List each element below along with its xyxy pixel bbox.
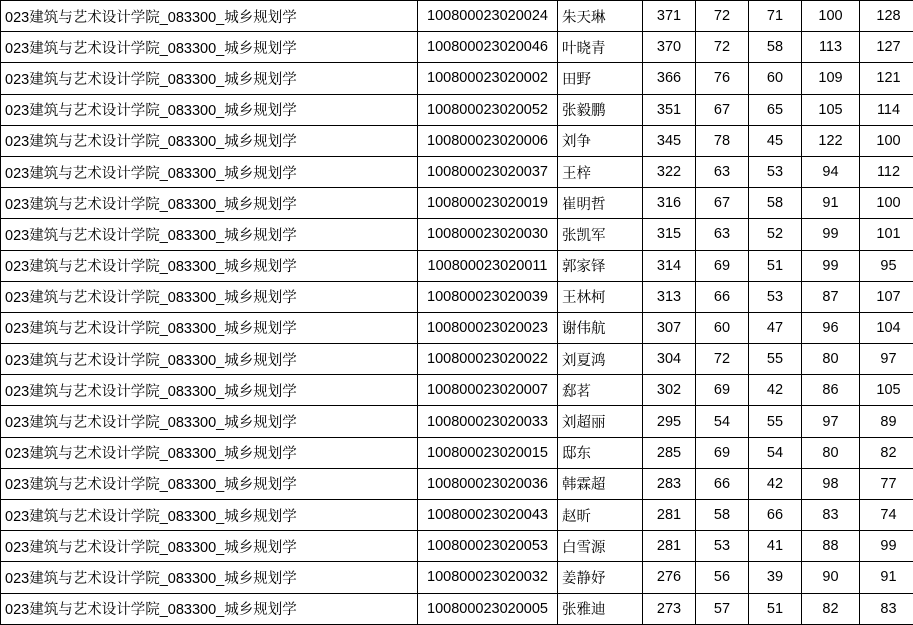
table-row [1,468,913,499]
cell-total: 285 [643,437,696,468]
cell-total: 295 [643,406,696,437]
cell-name: 张毅鹏 [558,94,643,125]
cell-score2: 60 [749,63,802,94]
cell-score4: 74 [860,500,913,531]
cell-student-id: 100800023020022 [418,344,558,375]
cell-score2: 42 [749,375,802,406]
cell-score1: 67 [696,188,749,219]
cell-score3: 113 [802,32,860,63]
cell-department: 023建筑与艺术设计学院_083300_城乡规划学 [1,63,418,94]
cell-score2: 55 [749,406,802,437]
cell-score2: 51 [749,593,802,624]
cell-score2: 66 [749,500,802,531]
cell-department: 023建筑与艺术设计学院_083300_城乡规划学 [1,344,418,375]
cell-score2: 71 [749,1,802,32]
cell-name: 邸东 [558,437,643,468]
cell-score4: 105 [860,375,913,406]
cell-department: 023建筑与艺术设计学院_083300_城乡规划学 [1,281,418,312]
cell-name: 谢伟航 [558,312,643,343]
cell-total: 281 [643,531,696,562]
table-row [1,344,913,375]
cell-name: 白雪源 [558,531,643,562]
cell-score4: 89 [860,406,913,437]
cell-student-id: 100800023020002 [418,63,558,94]
cell-department: 023建筑与艺术设计学院_083300_城乡规划学 [1,562,418,593]
cell-student-id: 100800023020036 [418,468,558,499]
cell-score1: 53 [696,531,749,562]
table-row [1,375,913,406]
table-row [1,312,913,343]
cell-score4: 97 [860,344,913,375]
cell-score3: 88 [802,531,860,562]
cell-score1: 69 [696,250,749,281]
cell-score4: 107 [860,281,913,312]
cell-name: 刘夏鸿 [558,344,643,375]
cell-total: 313 [643,281,696,312]
cell-department: 023建筑与艺术设计学院_083300_城乡规划学 [1,94,418,125]
cell-score3: 122 [802,125,860,156]
cell-name: 张凯军 [558,219,643,250]
cell-total: 283 [643,468,696,499]
cell-score1: 69 [696,437,749,468]
cell-score4: 77 [860,468,913,499]
cell-total: 345 [643,125,696,156]
cell-name: 刘争 [558,125,643,156]
cell-total: 273 [643,593,696,624]
cell-name: 刘超丽 [558,406,643,437]
table-body [1,1,913,625]
cell-name: 郭家铎 [558,250,643,281]
cell-score2: 41 [749,531,802,562]
cell-score4: 121 [860,63,913,94]
cell-name: 韩霖超 [558,468,643,499]
cell-score1: 54 [696,406,749,437]
table-row [1,188,913,219]
cell-score2: 45 [749,125,802,156]
cell-student-id: 100800023020011 [418,250,558,281]
cell-student-id: 100800023020039 [418,281,558,312]
cell-score3: 87 [802,281,860,312]
table-row [1,593,913,624]
cell-name: 郄茗 [558,375,643,406]
table-row [1,156,913,187]
cell-score3: 97 [802,406,860,437]
cell-department: 023建筑与艺术设计学院_083300_城乡规划学 [1,188,418,219]
cell-score1: 60 [696,312,749,343]
cell-total: 276 [643,562,696,593]
cell-department: 023建筑与艺术设计学院_083300_城乡规划学 [1,125,418,156]
cell-score2: 55 [749,344,802,375]
cell-score3: 82 [802,593,860,624]
cell-score4: 83 [860,593,913,624]
cell-student-id: 100800023020005 [418,593,558,624]
cell-department: 023建筑与艺术设计学院_083300_城乡规划学 [1,32,418,63]
cell-total: 322 [643,156,696,187]
cell-total: 315 [643,219,696,250]
table-row [1,281,913,312]
cell-score1: 72 [696,32,749,63]
cell-student-id: 100800023020053 [418,531,558,562]
table-row [1,250,913,281]
cell-student-id: 100800023020023 [418,312,558,343]
cell-score2: 52 [749,219,802,250]
cell-score3: 91 [802,188,860,219]
cell-score1: 76 [696,63,749,94]
cell-score1: 69 [696,375,749,406]
cell-score2: 65 [749,94,802,125]
cell-department: 023建筑与艺术设计学院_083300_城乡规划学 [1,468,418,499]
cell-score2: 53 [749,281,802,312]
table-row [1,406,913,437]
cell-department: 023建筑与艺术设计学院_083300_城乡规划学 [1,1,418,32]
cell-student-id: 100800023020007 [418,375,558,406]
cell-total: 307 [643,312,696,343]
cell-score1: 78 [696,125,749,156]
cell-score4: 82 [860,437,913,468]
cell-score1: 63 [696,219,749,250]
cell-total: 304 [643,344,696,375]
cell-score3: 80 [802,437,860,468]
cell-student-id: 100800023020043 [418,500,558,531]
cell-department: 023建筑与艺术设计学院_083300_城乡规划学 [1,250,418,281]
cell-total: 370 [643,32,696,63]
cell-score1: 66 [696,468,749,499]
cell-name: 赵昕 [558,500,643,531]
cell-score4: 128 [860,1,913,32]
cell-student-id: 100800023020052 [418,94,558,125]
cell-score1: 58 [696,500,749,531]
cell-department: 023建筑与艺术设计学院_083300_城乡规划学 [1,375,418,406]
cell-score4: 91 [860,562,913,593]
cell-score2: 53 [749,156,802,187]
table-row [1,1,913,32]
cell-total: 281 [643,500,696,531]
cell-total: 351 [643,94,696,125]
cell-department: 023建筑与艺术设计学院_083300_城乡规划学 [1,219,418,250]
cell-score3: 105 [802,94,860,125]
cell-score4: 127 [860,32,913,63]
cell-department: 023建筑与艺术设计学院_083300_城乡规划学 [1,593,418,624]
cell-score3: 90 [802,562,860,593]
cell-score4: 104 [860,312,913,343]
table-row [1,63,913,94]
cell-score2: 47 [749,312,802,343]
cell-score2: 58 [749,188,802,219]
cell-name: 叶晓青 [558,32,643,63]
cell-department: 023建筑与艺术设计学院_083300_城乡规划学 [1,312,418,343]
cell-score4: 112 [860,156,913,187]
table-row [1,437,913,468]
cell-total: 371 [643,1,696,32]
cell-score3: 99 [802,250,860,281]
cell-department: 023建筑与艺术设计学院_083300_城乡规划学 [1,156,418,187]
cell-score4: 100 [860,125,913,156]
table-row [1,500,913,531]
cell-score2: 58 [749,32,802,63]
cell-student-id: 100800023020019 [418,188,558,219]
cell-department: 023建筑与艺术设计学院_083300_城乡规划学 [1,500,418,531]
cell-student-id: 100800023020015 [418,437,558,468]
cell-name: 田野 [558,63,643,94]
cell-score2: 39 [749,562,802,593]
cell-score3: 109 [802,63,860,94]
cell-student-id: 100800023020006 [418,125,558,156]
cell-score1: 56 [696,562,749,593]
cell-total: 316 [643,188,696,219]
table-row [1,94,913,125]
cell-score3: 98 [802,468,860,499]
cell-score4: 100 [860,188,913,219]
table-row [1,219,913,250]
cell-score1: 72 [696,1,749,32]
cell-department: 023建筑与艺术设计学院_083300_城乡规划学 [1,531,418,562]
cell-score3: 94 [802,156,860,187]
cell-score4: 114 [860,94,913,125]
cell-name: 王梓 [558,156,643,187]
cell-score3: 99 [802,219,860,250]
cell-score4: 95 [860,250,913,281]
cell-student-id: 100800023020032 [418,562,558,593]
cell-score1: 63 [696,156,749,187]
cell-total: 302 [643,375,696,406]
cell-department: 023建筑与艺术设计学院_083300_城乡规划学 [1,406,418,437]
cell-score4: 101 [860,219,913,250]
cell-name: 朱天琳 [558,1,643,32]
cell-student-id: 100800023020030 [418,219,558,250]
cell-department: 023建筑与艺术设计学院_083300_城乡规划学 [1,437,418,468]
cell-score3: 86 [802,375,860,406]
cell-total: 366 [643,63,696,94]
cell-score2: 51 [749,250,802,281]
cell-score2: 42 [749,468,802,499]
cell-score1: 57 [696,593,749,624]
table-row [1,562,913,593]
table-row [1,531,913,562]
cell-score3: 80 [802,344,860,375]
cell-score3: 100 [802,1,860,32]
cell-student-id: 100800023020033 [418,406,558,437]
cell-score2: 54 [749,437,802,468]
cell-score1: 72 [696,344,749,375]
cell-score1: 67 [696,94,749,125]
cell-name: 张雅迪 [558,593,643,624]
cell-score3: 96 [802,312,860,343]
cell-name: 姜静妤 [558,562,643,593]
cell-score4: 99 [860,531,913,562]
table-row [1,32,913,63]
cell-student-id: 100800023020024 [418,1,558,32]
cell-name: 王林柯 [558,281,643,312]
cell-score3: 83 [802,500,860,531]
cell-student-id: 100800023020037 [418,156,558,187]
cell-name: 崔明哲 [558,188,643,219]
cell-total: 314 [643,250,696,281]
cell-score1: 66 [696,281,749,312]
table-row [1,125,913,156]
cell-student-id: 100800023020046 [418,32,558,63]
